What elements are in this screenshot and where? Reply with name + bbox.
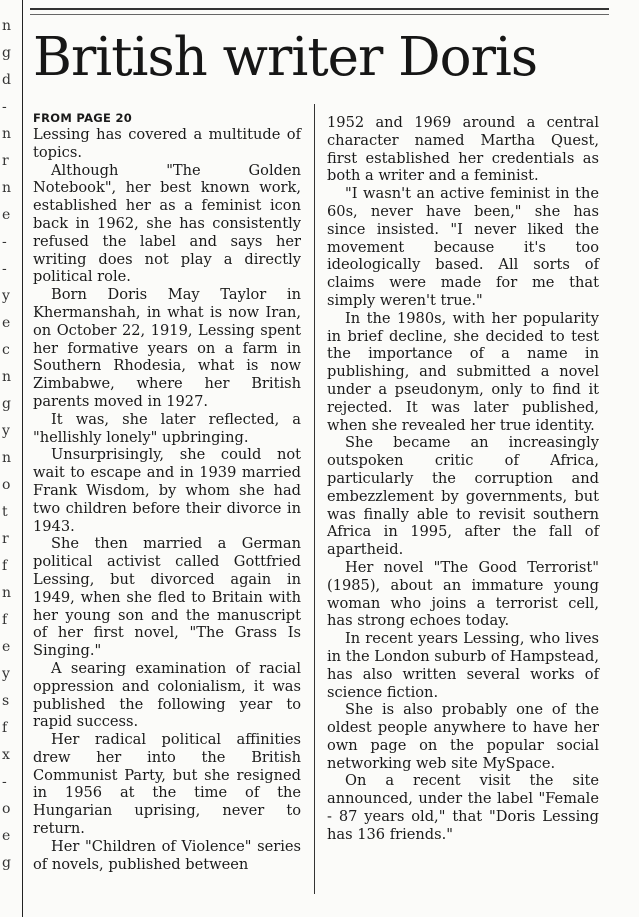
- column-fragment: e: [2, 639, 11, 655]
- column-fragment: f: [2, 720, 8, 736]
- jump-line: FROM PAGE 20: [33, 111, 133, 125]
- column-fragment: n: [2, 126, 12, 142]
- column-divider: [314, 104, 315, 894]
- paragraph: Her "Children of Violence" series of novels, published between: [33, 837, 301, 873]
- column-fragment: -: [2, 774, 7, 790]
- column-fragment: t: [2, 504, 8, 520]
- paragraph: She then married a German political activist called Gottfried Lessing, but divorced again in 1949, when she fled to Britain with her young son and the manuscript of her first novel, "The Grass Is Singing.": [33, 535, 301, 660]
- column-fragment: o: [2, 477, 11, 493]
- paragraph: In recent years Lessing, who lives in the London suburb of Hampstead, has also written several works of science fiction.: [327, 630, 599, 701]
- paragraph: In the 1980s, with her popularity in brief decline, she decided to test the importance of a name in publishing, and submitted a novel under a pseudonym, only to find it rejected. It was later published, when she revealed her true identity.: [327, 309, 599, 434]
- column-fragment: e: [2, 828, 11, 844]
- headline: British writer Doris: [33, 27, 538, 88]
- paragraph: Although "The Golden Notebook", her best known work, established her as a feminist icon back in 1962, she has consistently refused the label and says her writing does not play a directly political role.: [33, 161, 301, 286]
- top-rule: [30, 8, 609, 10]
- column-fragment: n: [2, 180, 12, 196]
- column-fragment: r: [2, 153, 9, 169]
- column-fragment: y: [2, 666, 10, 682]
- paragraph: Her novel "The Good Terrorist" (1985), about an immature young woman who joins a terrorist cell, has strong echoes today.: [327, 558, 599, 630]
- paragraph: 1952 and 1969 around a central character named Martha Quest, first established her credentials as both a writer and a feminist.: [327, 114, 599, 185]
- column-fragment: n: [2, 369, 12, 385]
- top-rule-thin: [30, 14, 609, 15]
- paragraph: Born Doris May Taylor in Khermanshah, in what is now Iran, on October 22, 1919, Lessing spent her formative years on a farm in Southern Rhodesia, what is now Zimbabwe, where her British parents moved in 1927.: [33, 286, 301, 410]
- paragraph: She is also probably one of the oldest people anywhere to have her own page on the popular social networking web site MySpace.: [327, 701, 599, 772]
- column-fragment: x: [2, 747, 10, 763]
- column-fragment: g: [2, 396, 11, 412]
- paragraph: It was, she later reflected, a "hellishly lonely" upbringing.: [33, 410, 301, 446]
- column-fragment: n: [2, 450, 12, 466]
- column-fragment: e: [2, 207, 11, 223]
- column-fragment: s: [2, 693, 10, 709]
- column-fragment: -: [2, 99, 7, 115]
- column-fragment: g: [2, 45, 11, 61]
- left-column: [33, 110, 301, 873]
- column-fragment: r: [2, 531, 9, 547]
- column-fragment: f: [2, 612, 8, 628]
- column-fragment: n: [2, 585, 12, 601]
- paragraph: She became an increasingly outspoken critic of Africa, particularly the corruption and embezzlement by governments, but was finally able to revisit southern Africa in 1995, after the fall of apartheid.: [327, 434, 599, 559]
- paragraph: "I wasn't an active feminist in the 60s, never have been," she has since insisted. "I never liked the movement because it's too ideologically based. All sorts of claims were made for me that simply weren't true.": [327, 185, 599, 309]
- column-fragment: o: [2, 801, 11, 817]
- right-column: [327, 114, 599, 844]
- column-fragment: -: [2, 234, 7, 250]
- paragraph: On a recent visit the site announced, under the label "Female - 87 years old," that "Doris Lessing has 136 friends.": [327, 772, 599, 843]
- column-fragment: e: [2, 315, 11, 331]
- column-fragment: g: [2, 855, 11, 871]
- paragraph: Unsurprisingly, she could not wait to escape and in 1939 married Frank Wisdom, by whom she had two children before their divorce in 1943.: [33, 446, 301, 535]
- column-fragment: c: [2, 342, 10, 358]
- column-fragment: d: [2, 72, 11, 88]
- paragraph: Lessing has covered a multitude of topics.: [33, 126, 301, 161]
- adjacent-column-edge: [0, 0, 23, 917]
- column-fragment: y: [2, 423, 10, 439]
- paragraph: Her radical political affinities drew her into the British Communist Party, but she resigned in 1956 at the time of the Hungarian uprising, never to return.: [33, 731, 301, 838]
- column-fragment: -: [2, 261, 7, 277]
- column-fragment: y: [2, 288, 10, 304]
- paragraph: A searing examination of racial oppression and colonialism, it was published the following year to rapid success.: [33, 659, 301, 731]
- column-fragment: n: [2, 18, 12, 34]
- column-fragment: f: [2, 558, 8, 574]
